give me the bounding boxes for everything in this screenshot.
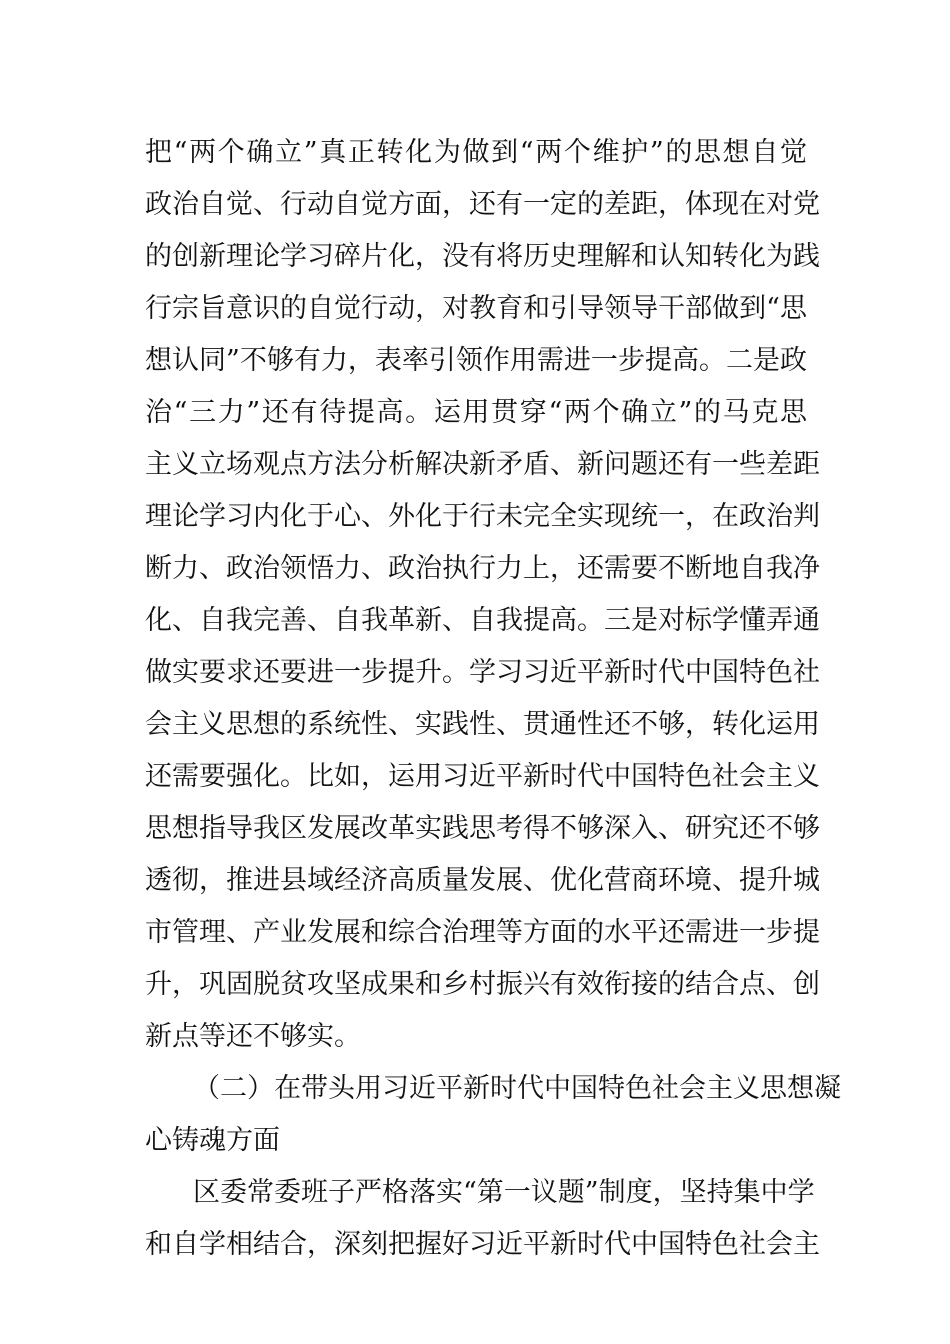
text-line: 想认同”不够有力，表率引领作用需进一步提高。二是政 [145, 345, 807, 376]
text-line: 市管理、产业发展和综合治理等方面的水平还需进一步提 [145, 917, 820, 948]
text-line: 治“三力”还有待提高。运用贯穿“两个确立”的马克思 [145, 397, 807, 428]
text-line: 区委常委班子严格落实“第一议题”制度，坚持集中学 [193, 1177, 815, 1208]
text-line: 断力、政治领悟力、政治执行力上，还需要不断地自我净 [145, 553, 820, 584]
text-line: 透彻，推进县域经济高质量发展、优化营商环境、提升城 [145, 865, 820, 896]
text-line: 还需要强化。比如，运用习近平新时代中国特色社会主义 [145, 761, 820, 792]
text-line: 新点等还不够实。 [145, 1021, 361, 1052]
text-line: 做实要求还要进一步提升。学习习近平新时代中国特色社 [145, 657, 820, 688]
text-line: 行宗旨意识的自觉行动，对教育和引导领导干部做到“思 [145, 293, 807, 324]
section-heading-line: 心铸魂方面 [145, 1125, 280, 1156]
text-line: 把“两个确立”真正转化为做到“两个维护”的思想自觉 [145, 137, 807, 168]
text-line: 主义立场观点方法分析解决新矛盾、新问题还有一些差距 [145, 449, 820, 480]
section-heading-line: （二）在带头用习近平新时代中国特色社会主义思想凝 [193, 1073, 841, 1104]
text-line: 会主义思想的系统性、实践性、贯通性还不够，转化运用 [145, 709, 820, 740]
text-line: 升，巩固脱贫攻坚成果和乡村振兴有效衔接的结合点、创 [145, 969, 820, 1000]
text-line: 和自学相结合，深刻把握好习近平新时代中国特色社会主 [145, 1229, 820, 1260]
text-line: 理论学习内化于心、外化于行未完全实现统一，在政治判 [145, 501, 820, 532]
text-line: 思想指导我区发展改革实践思考得不够深入、研究还不够 [145, 813, 820, 844]
text-line: 政治自觉、行动自觉方面，还有一定的差距，体现在对党 [145, 189, 820, 220]
text-line: 的创新理论学习碎片化，没有将历史理解和认知转化为践 [145, 241, 820, 272]
text-line: 化、自我完善、自我革新、自我提高。三是对标学懂弄通 [145, 605, 820, 636]
